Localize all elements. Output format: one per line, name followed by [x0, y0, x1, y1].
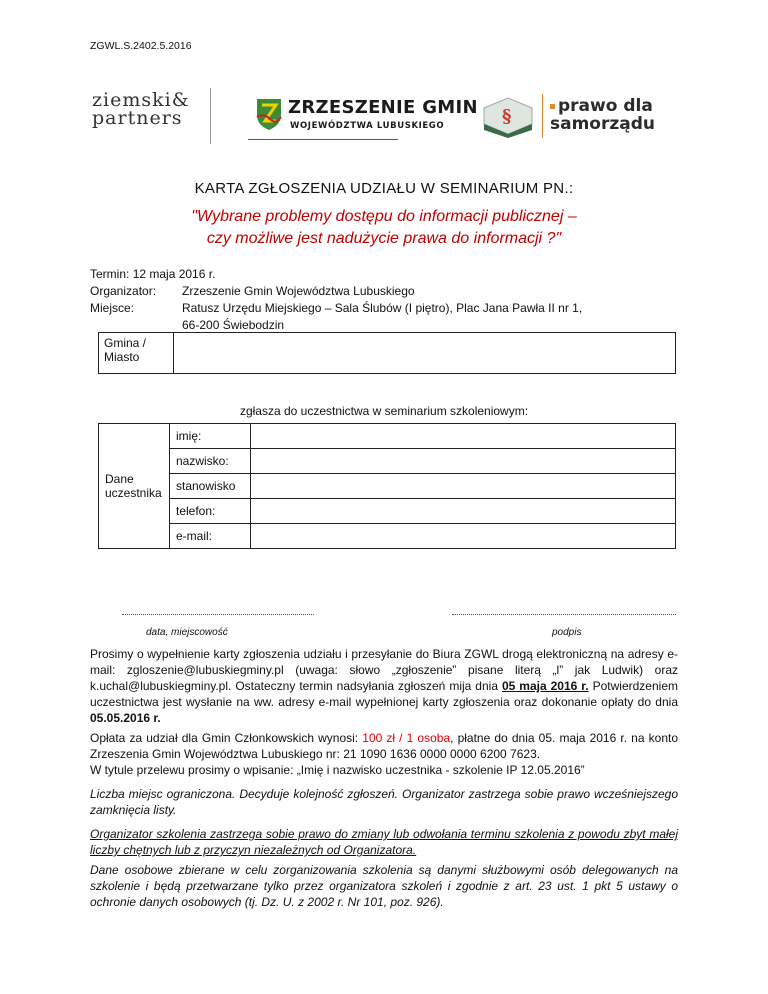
termin-label: Termin:: [90, 267, 130, 281]
fee-amount: 100 zł / 1 osoba: [362, 731, 451, 745]
zglasza-text: zgłasza do uczestnictwa w seminarium szkoleniowym:: [239, 404, 529, 418]
field-input-telefon[interactable]: [251, 499, 676, 524]
field-label-email: e-mail:: [170, 524, 251, 549]
ziemski-logo-line2: partners: [92, 107, 183, 129]
fee-due-date: 05. maja 2016 r.: [538, 731, 628, 745]
gmina-label: Gmina / Miasto: [99, 333, 174, 374]
psam-divider: [542, 94, 543, 138]
document-reference: ZGWL.S.2402.5.2016: [90, 40, 192, 52]
gmina-input[interactable]: [174, 333, 676, 374]
svg-text:§: §: [502, 106, 512, 127]
organizer-rights-paragraph: Organizator szkolenia zastrzega sobie prawo do zmiany lub odwołania terminu szkolenia z powodu zbyt małej liczby chętnych lub z przyczyn niezależnych od Organizatora.: [90, 827, 678, 857]
fee-paragraph: Opłata za udział dla Gmin Członkowskich wynosi: 100 zł / 1 osoba, płatne do dnia 05. maja 2016 r. na konto Zrzeszenia Gmin Województwa Lubuskiego nr: 21 1090 1636 0000 0000 6200 7623. W tytule przelewu prosimy o wpisanie: „Imię i nazwisko uczestnika - szkolenie IP 12.05.2016”: [90, 731, 678, 777]
field-input-imie[interactable]: [251, 424, 676, 449]
logo-divider: [210, 88, 211, 144]
instructions-paragraph: Prosimy o wypełnienie karty zgłoszenia udziału i przesyłanie do Biura ZGWL drogą elektroniczną na adresy e-mail: zgloszenie@lubuskiegminy.pl (uwaga: słowo „zgłoszenie” pisane literą „l” jak Ludwik) oraz k.uchal@lubuskiegminy.pl. Ostateczny termin nadsyłania zgłoszeń mija dnia 05 maja 2016 r. Potwierdzeniem uczestnictwa jest wysłanie na ww. adresy e-mail wypełnionej karty zgłoszenia oraz dokonanie opłaty do dnia 05.05.2016 r.: [90, 647, 678, 725]
zgwl-shield-icon: [256, 97, 282, 131]
ziemski-partners-logo: [92, 91, 200, 127]
organizator-label: Organizator:: [90, 284, 157, 298]
miejsce-label: Miejsce:: [90, 301, 135, 315]
field-input-email[interactable]: [251, 524, 676, 549]
seminar-title-line2: czy możliwe jest nadużycie prawa do informacji ?": [206, 230, 562, 247]
field-label-imie: imię:: [170, 424, 251, 449]
field-label-telefon: telefon:: [170, 499, 251, 524]
deadline-date: 05 maja 2016 r.: [501, 679, 589, 693]
prawo-dla-samorzadu-logo: [478, 92, 658, 142]
zgwl-logo-line1: ZRZESZENIE GMIN: [288, 97, 478, 118]
miejsce-value: Ratusz Urzędu Miejskiego – Sala Ślubów (I piętro), Plac Jana Pawła II nr 1, 66-200 Świebodzin: [182, 301, 583, 332]
seminar-title-line1: "Wybrane problemy dostępu do informacji publicznej –: [191, 208, 577, 225]
participant-table: [98, 423, 676, 549]
field-input-stanowisko[interactable]: [251, 474, 676, 499]
signature-label: podpis: [552, 627, 582, 638]
limited-places-paragraph: Liczba miejsc ograniczona. Decyduje kolejność zgłoszeń. Organizator zastrzega sobie prawo wcześniejszego zamknięcia listy.: [90, 787, 678, 817]
date-signature-line[interactable]: [122, 614, 314, 616]
signature-line[interactable]: [452, 614, 676, 616]
personal-data-paragraph: Dane osobowe zbierane w celu zorganizowania szkolenia są danymi służbowymi osób delegowanych na szkolenie i będą przetwarzane tylko przez organizatora szkoleń i zgodnie z art. 23 ust. 1 pkt 5 ustawy o ochronie danych osobowych (tj. Dz. U. z 2002 r. Nr 101, poz. 926).: [90, 863, 678, 909]
payment-date: 05.05.2016 r.: [90, 711, 161, 725]
termin-value: 12 maja 2016 r.: [132, 267, 216, 281]
psam-logo-line2: samorządu: [550, 114, 656, 134]
psam-logo-line1: prawo dla: [550, 96, 653, 116]
organizator-value: Zrzeszenie Gmin Województwa Lubuskiego: [182, 284, 415, 298]
seal-icon: [480, 94, 536, 138]
field-label-stanowisko: stanowisko: [170, 474, 251, 499]
seminar-title: [0, 206, 768, 250]
field-label-nazwisko: nazwisko:: [170, 449, 251, 474]
field-input-nazwisko[interactable]: [251, 449, 676, 474]
gmina-table: [98, 332, 676, 374]
dane-uczestnika-label: Dane uczestnika: [99, 424, 170, 549]
form-title: KARTA ZGŁOSZENIA UDZIAŁU W SEMINARIUM PN.:: [194, 180, 574, 197]
ziemski-logo-line1: ziemski&: [92, 89, 190, 111]
event-info: [90, 266, 582, 334]
zgwl-logo: [248, 93, 478, 147]
date-place-label: data, miejscowość: [146, 627, 228, 638]
transfer-title-text: W tytule przelewu prosimy o wpisanie: „Imię i nazwisko uczestnika - szkolenie IP 12.05.2016”: [90, 763, 585, 777]
zgwl-logo-underline: [248, 139, 398, 140]
zgwl-logo-line2: WOJEWÓDZTWA LUBUSKIEGO: [290, 121, 445, 131]
